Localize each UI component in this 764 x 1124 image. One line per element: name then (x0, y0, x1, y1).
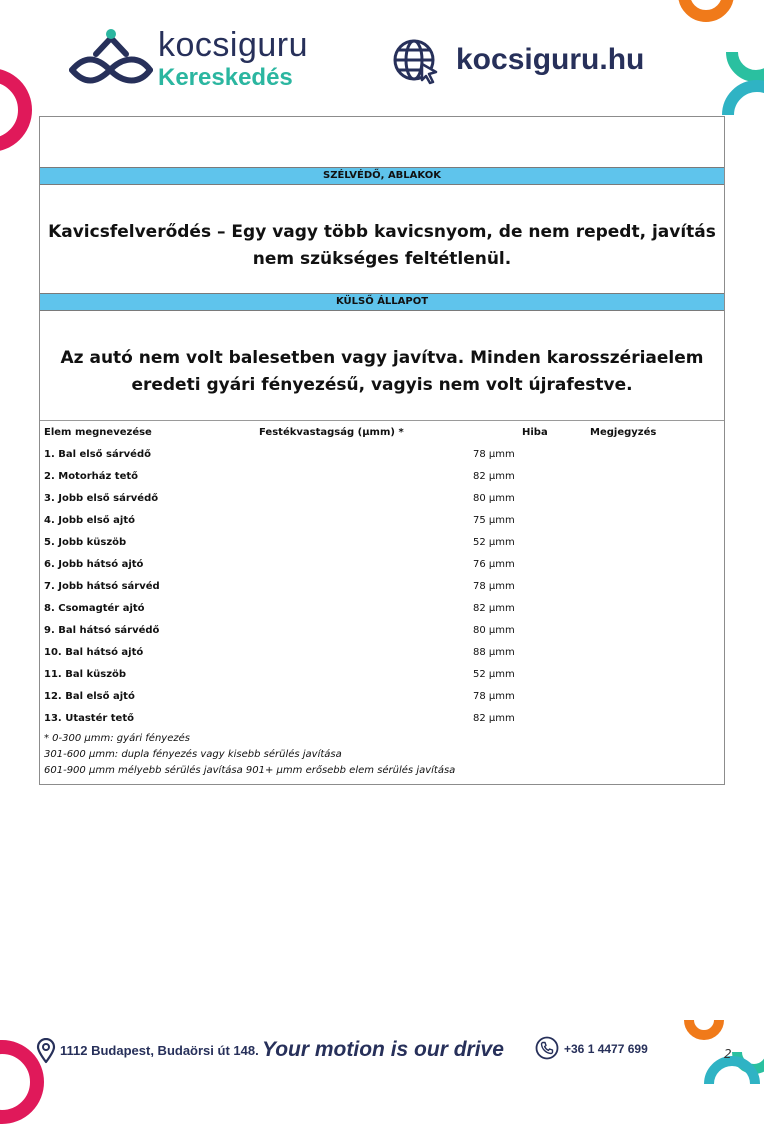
table-row (40, 554, 724, 576)
decorative-arc-top-right-green (726, 22, 764, 82)
row-thickness-value: 80 µmm (473, 625, 515, 636)
row-element-name: 5. Jobb küszöb (44, 537, 127, 548)
table-row (40, 620, 724, 642)
row-element-name: 8. Csomagtér ajtó (44, 603, 145, 614)
row-element-name: 9. Bal hátsó sárvédő (44, 625, 160, 636)
decorative-arc-top-right-teal (722, 80, 764, 150)
row-element-name: 13. Utastér tető (44, 713, 134, 724)
row-thickness-value: 52 µmm (473, 669, 515, 680)
section-band-windshield: SZÉLVÉDŐ, ABLAKOK (40, 167, 724, 185)
row-element-name: 7. Jobb hátsó sárvéd (44, 581, 160, 592)
row-thickness-value: 78 µmm (473, 581, 515, 592)
row-element-name: 6. Jobb hátsó ajtó (44, 559, 144, 570)
inspection-report (39, 116, 725, 785)
footnote-line: 301-600 µmm: dupla fényezés vagy kisebb sérülés javítása (44, 749, 342, 760)
decorative-arc-bottom-right-teal (704, 1056, 760, 1112)
page-number: 2 (724, 1047, 732, 1061)
windshield-statement: Kavicsfelverődés – Egy vagy több kavicsnyom, de nem repedt, javítás nem szükséges feltétlenül. (48, 222, 716, 269)
row-thickness-value: 76 µmm (473, 559, 515, 570)
section-band-exterior: KÜLSŐ ÁLLAPOT (40, 293, 724, 311)
table-row (40, 444, 724, 466)
table-row (40, 686, 724, 708)
table-row (40, 598, 724, 620)
row-thickness-value: 75 µmm (473, 515, 515, 526)
column-header-defect: Hiba (522, 427, 548, 438)
table-footnotes (44, 731, 455, 779)
brand-name: kocsiguru (158, 26, 309, 64)
row-element-name: 2. Motorház tető (44, 471, 139, 482)
globe-cursor-icon (392, 38, 440, 86)
column-header-element: Elem megnevezése (44, 427, 152, 438)
phone-icon (535, 1036, 559, 1060)
exterior-statement: Az autó nem volt balesetben vagy javítva. Minden karosszériaelem eredeti gyári fényezésű, vagyis nem volt újrafestve. (60, 348, 704, 395)
decorative-arc-top-right-orange (678, 0, 734, 22)
brand-subtitle: Kereskedés (158, 64, 293, 91)
table-row (40, 488, 724, 510)
row-thickness-value: 80 µmm (473, 493, 515, 504)
decorative-arc-bottom-right-orange (684, 1000, 724, 1040)
paint-thickness-rows (40, 444, 724, 730)
row-thickness-value: 78 µmm (473, 449, 515, 460)
row-element-name: 1. Bal első sárvédő (44, 449, 151, 460)
row-thickness-value: 78 µmm (473, 691, 515, 702)
table-row (40, 664, 724, 686)
row-element-name: 4. Jobb első ajtó (44, 515, 135, 526)
decorative-arc-top-left (0, 68, 32, 152)
row-thickness-value: 82 µmm (473, 471, 515, 482)
table-row (40, 576, 724, 598)
row-thickness-value: 88 µmm (473, 647, 515, 658)
table-divider (40, 420, 724, 421)
table-row (40, 510, 724, 532)
column-header-note: Megjegyzés (590, 427, 657, 438)
footnote-line: * 0-300 µmm: gyári fényezés (44, 733, 190, 744)
table-row (40, 642, 724, 664)
column-header-thickness: Festékvastagság (µmm) * (259, 427, 404, 438)
row-element-name: 11. Bal küszöb (44, 669, 127, 680)
brand-logo-icon (66, 26, 156, 92)
footer-address: 1112 Budapest, Budaörsi út 148. (60, 1043, 259, 1058)
table-row (40, 708, 724, 730)
table-row (40, 532, 724, 554)
row-thickness-value: 82 µmm (473, 713, 515, 724)
row-element-name: 3. Jobb első sárvédő (44, 493, 159, 504)
row-thickness-value: 52 µmm (473, 537, 515, 548)
row-thickness-value: 82 µmm (473, 603, 515, 614)
footnote-line: 601-900 µmm mélyebb sérülés javítása 901+ µmm erősebb elem sérülés javítása (44, 765, 456, 776)
footer-phone: +36 1 4477 699 (564, 1042, 648, 1056)
site-name: kocsiguru.hu (456, 43, 645, 76)
location-pin-icon (36, 1038, 56, 1064)
footer-slogan: Your motion is our drive (262, 1038, 504, 1061)
row-element-name: 10. Bal hátsó ajtó (44, 647, 144, 658)
row-element-name: 12. Bal első ajtó (44, 691, 135, 702)
table-row (40, 466, 724, 488)
